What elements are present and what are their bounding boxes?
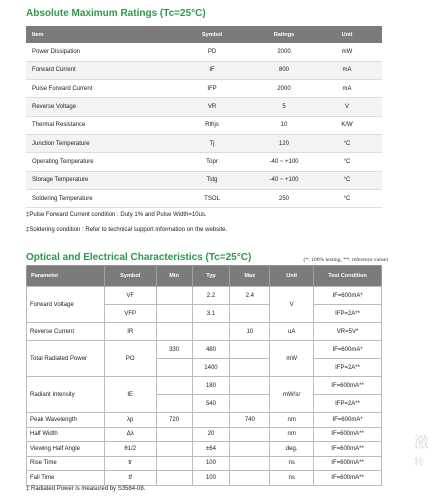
watermark-char: 转 <box>414 456 424 468</box>
cell: mA <box>312 80 382 98</box>
cell: nm <box>270 427 314 442</box>
table-row <box>26 171 382 189</box>
col-header: Test Condition <box>314 266 382 287</box>
col-header: Min <box>156 266 192 287</box>
cell: 720 <box>156 413 192 428</box>
cell: deg. <box>270 442 314 457</box>
note-pulse: ‡Pulse Forward Current condition : Duty 1% and Pulse Width=10us. <box>26 212 207 218</box>
table-row <box>27 287 382 305</box>
cell: Viewing Half Angle <box>27 442 105 457</box>
cell: Forward Current <box>26 61 168 79</box>
cell: IF=600mA** <box>314 427 382 442</box>
cell: Total Radiated Power <box>27 341 105 377</box>
cell: 480 <box>192 341 230 359</box>
cell: IF=600mA** <box>314 442 382 457</box>
cell: Tj <box>168 134 256 152</box>
abs-max-header <box>26 26 382 43</box>
table-row <box>26 43 382 61</box>
cell <box>156 305 192 323</box>
cell <box>156 323 192 341</box>
footnote-radiated-power: ‡ Radiated Power is measured by S3584-08. <box>26 486 146 492</box>
table-row <box>26 153 382 171</box>
watermark-char: 激 <box>414 433 430 451</box>
cell: Forward Voltage <box>27 287 105 323</box>
abs-max-table <box>26 26 382 208</box>
cell: mW <box>312 43 382 61</box>
cell: Reverse Voltage <box>26 98 168 116</box>
cell <box>156 456 192 471</box>
table-row <box>26 134 382 152</box>
cell: IF=600mA** <box>314 471 382 486</box>
cell: VR <box>168 98 256 116</box>
cell: IR <box>104 323 156 341</box>
cell <box>156 427 192 442</box>
optical-table <box>26 265 382 486</box>
cell: Thermal Resistance <box>26 116 168 134</box>
cell: 180 <box>192 377 230 395</box>
cell: mA <box>312 61 382 79</box>
cell: 540 <box>192 395 230 413</box>
table-row <box>27 341 382 359</box>
cell: λp <box>104 413 156 428</box>
cell <box>192 323 230 341</box>
cell: Rthjs <box>168 116 256 134</box>
cell <box>230 471 270 486</box>
table-row <box>26 61 382 79</box>
cell: IFP=2A** <box>314 359 382 377</box>
cell: 250 <box>256 189 312 207</box>
cell: °C <box>312 134 382 152</box>
cell: VFP <box>104 305 156 323</box>
cell <box>156 471 192 486</box>
cell: V <box>270 287 314 323</box>
cell: IFP <box>168 80 256 98</box>
table-row <box>26 189 382 207</box>
cell: Δλ <box>104 427 156 442</box>
cell: Topr <box>168 153 256 171</box>
table-row <box>27 471 382 486</box>
cell <box>230 377 270 395</box>
cell: IFP=2A** <box>314 305 382 323</box>
cell: Pulse Forward Current <box>26 80 168 98</box>
cell: tf <box>104 471 156 486</box>
cell: ns <box>270 471 314 486</box>
table-row <box>27 377 382 395</box>
cell: VR=5V* <box>314 323 382 341</box>
cell <box>156 359 192 377</box>
cell: °C <box>312 189 382 207</box>
cell <box>156 287 192 305</box>
cell <box>230 305 270 323</box>
cell: 100 <box>192 471 230 486</box>
cell: -40 ~ +100 <box>256 153 312 171</box>
table-row <box>27 442 382 457</box>
cell: 100 <box>192 456 230 471</box>
table-row <box>26 80 382 98</box>
cell: °C <box>312 171 382 189</box>
cell: IF=600mA* <box>314 341 382 359</box>
cell: 1400 <box>192 359 230 377</box>
cell: ns <box>270 456 314 471</box>
cell: tr <box>104 456 156 471</box>
cell <box>230 341 270 359</box>
table-row <box>27 427 382 442</box>
cell: Power Dissipation <box>26 43 168 61</box>
cell: Fall Time <box>27 471 105 486</box>
optical-title: Optical and Electrical Characteristics (Tc=25°C) <box>26 252 252 263</box>
cell: IFP=2A** <box>314 395 382 413</box>
cell: mW/sr <box>270 377 314 413</box>
col-header: Unit <box>341 31 353 38</box>
cell: IF=600mA** <box>314 456 382 471</box>
cell: IF=600mA* <box>314 413 382 428</box>
cell <box>156 377 192 395</box>
cell: 3.1 <box>192 305 230 323</box>
cell <box>192 413 230 428</box>
col-header: Item <box>32 31 44 38</box>
col-header: Max <box>230 266 270 287</box>
cell: Tstg <box>168 171 256 189</box>
table-row <box>27 323 382 341</box>
cell: 10 <box>230 323 270 341</box>
cell: Reverse Current <box>27 323 105 341</box>
cell: θ1/2 <box>104 442 156 457</box>
cell: PD <box>168 43 256 61</box>
cell: Half Width <box>27 427 105 442</box>
col-header: Typ <box>192 266 230 287</box>
cell: 5 <box>256 98 312 116</box>
cell <box>230 442 270 457</box>
cell: ±64 <box>192 442 230 457</box>
col-header: Parameter <box>31 273 59 279</box>
cell: 2.2 <box>192 287 230 305</box>
cell: Soldering Temperature <box>26 189 168 207</box>
col-header: Ratings <box>273 31 295 38</box>
table-row <box>27 413 382 428</box>
cell: IF=600mA** <box>314 377 382 395</box>
cell: Radiant Intensity <box>27 377 105 413</box>
cell: mW <box>270 341 314 377</box>
abs-max-title: Absolute Maximum Ratings (Tc=25°C) <box>26 8 206 19</box>
cell: -40 ~ +100 <box>256 171 312 189</box>
cell <box>230 427 270 442</box>
cell: Junction Temperature <box>26 134 168 152</box>
cell: TSOL <box>168 189 256 207</box>
cell: Operating Temperature <box>26 153 168 171</box>
col-header: Symbol <box>104 266 156 287</box>
cell: VF <box>104 287 156 305</box>
cell: Peak Wavelength <box>27 413 105 428</box>
cell: 740 <box>230 413 270 428</box>
cell: IE <box>104 377 156 413</box>
cell <box>156 442 192 457</box>
note-soldering: ‡Soldering condition : Refer to technical support information on the website. <box>26 227 228 233</box>
col-header: Symbol <box>201 31 223 38</box>
table-row <box>26 116 382 134</box>
cell <box>230 456 270 471</box>
cell: 800 <box>256 61 312 79</box>
table-row <box>26 98 382 116</box>
cell: uA <box>270 323 314 341</box>
cell: 10 <box>256 116 312 134</box>
cell: 20 <box>192 427 230 442</box>
testing-hint: (*: 100% testing, **: reference value) <box>303 257 388 263</box>
col-header: Unit <box>270 266 314 287</box>
cell: K/W <box>312 116 382 134</box>
cell: 120 <box>256 134 312 152</box>
cell <box>230 359 270 377</box>
cell: 2000 <box>256 43 312 61</box>
cell: PO <box>104 341 156 377</box>
cell <box>156 395 192 413</box>
cell: 2.4 <box>230 287 270 305</box>
cell: °C <box>312 153 382 171</box>
cell: nm <box>270 413 314 428</box>
cell: 330 <box>156 341 192 359</box>
watermark <box>414 434 429 468</box>
cell: IF=600mA* <box>314 287 382 305</box>
cell: Storage Temperature <box>26 171 168 189</box>
table-row <box>27 456 382 471</box>
cell <box>230 395 270 413</box>
cell: IF <box>168 61 256 79</box>
cell: Rise Time <box>27 456 105 471</box>
cell: 2000 <box>256 80 312 98</box>
optical-header <box>27 266 382 287</box>
cell: V <box>312 98 382 116</box>
